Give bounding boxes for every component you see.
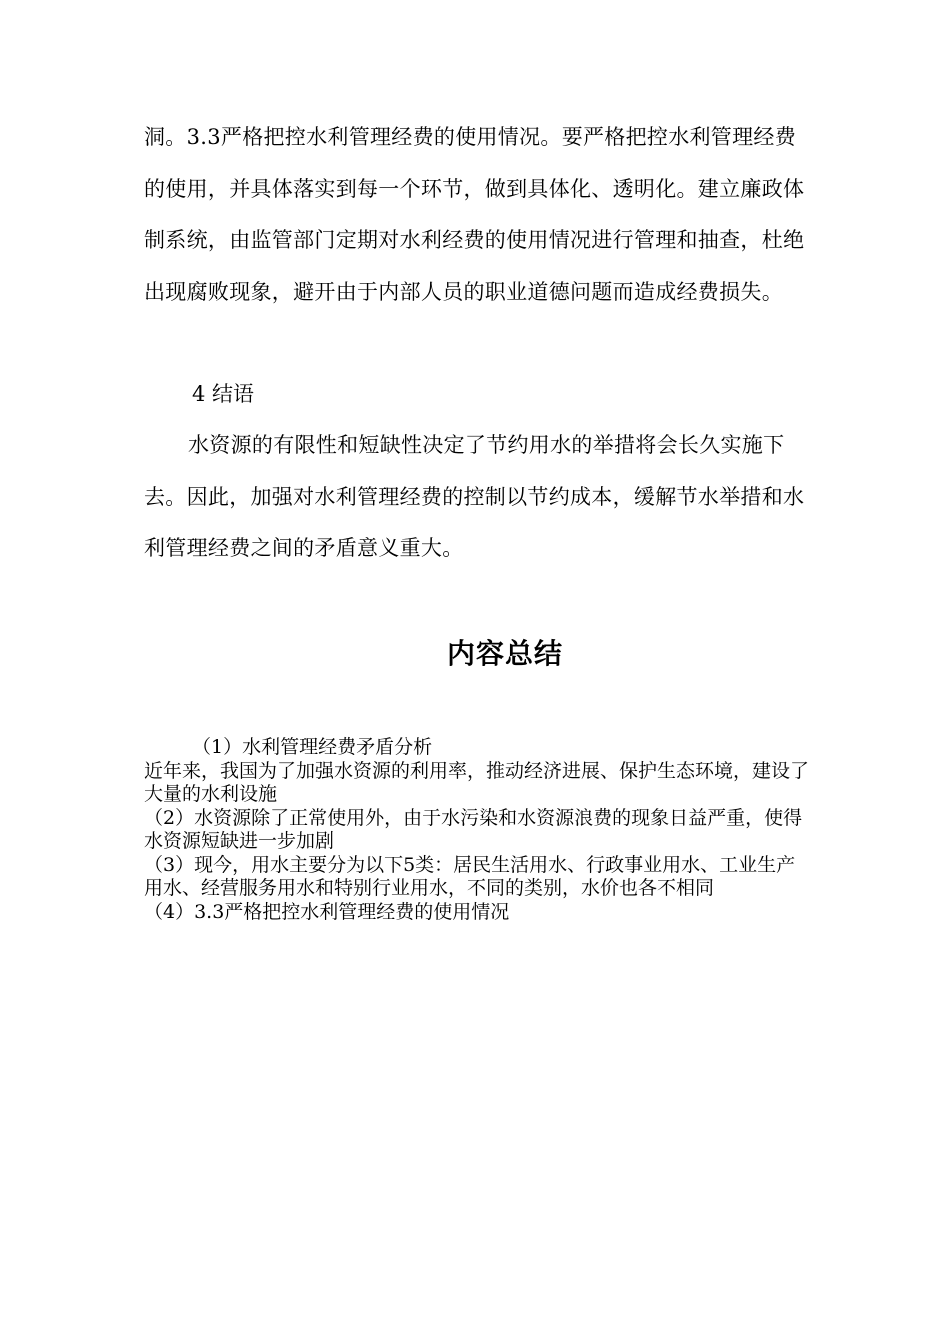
summary-list [144,736,809,924]
summary-item-1-heading: （1）水利管理经费矛盾分析 [192,736,433,758]
summary-item-2: （2）水资源除了正常使用外，由于水污染和水资源浪费的现象日益严重，使得水资源短缺进一步加剧 [144,806,803,852]
body-paragraph-management-costs: 洞。3.3严格把控水利管理经费的使用情况。要严格把控水利管理经费的使用，并具体落实到每一个环节，做到具体化、透明化。建立廉政体制系统，由监管部门定期对水利经费的使用情况进行管理和抽查，杜绝出现腐败现象，避开由于内部人员的职业道德问题而造成经费损失。 [144,125,805,304]
summary-item-3: （3）现今，用水主要分为以下5类：居民生活用水、行政事业用水、工业生产用水、经营服务用水和特别行业用水，不同的类别，水价也各不相同 [144,853,796,899]
summary-item-4: （4）3.3严格把控水利管理经费的使用情况 [144,900,510,923]
section-heading-conclusion: 4 结语 [192,382,255,406]
summary-title: 内容总结 [446,637,563,670]
summary-item-1-body: 近年来，我国为了加强水资源的利用率，推动经济进展、保护生态环境，建设了大量的水利设施 [144,759,810,805]
body-paragraph-conclusion: 水资源的有限性和短缺性决定了节约用水的举措将会长久实施下去。因此，加强对水利管理经费的控制以节约成本，缓解节水举措和水利管理经费之间的矛盾意义重大。 [144,433,805,560]
